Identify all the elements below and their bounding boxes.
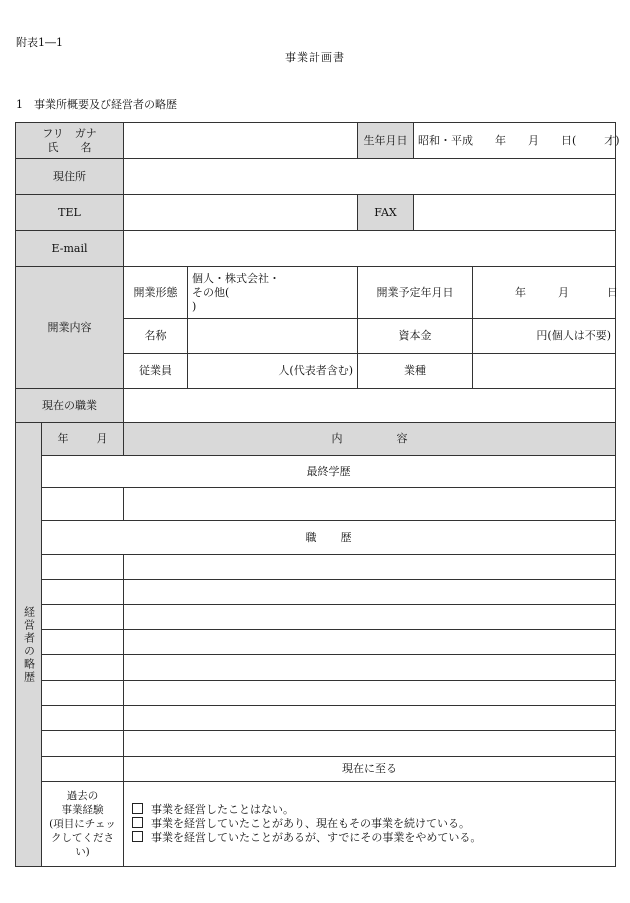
education-heading: 最終学歴 [42,456,616,488]
capital-label: 資本金 [358,319,473,354]
career-date-field[interactable] [42,580,124,605]
day-text: 日( [561,133,577,147]
education-entry-row [16,488,616,521]
history-header-row [16,423,616,456]
name-label: 氏 名 [47,140,92,154]
industry-label: 業種 [358,354,473,389]
history-content-header [124,423,616,456]
name-field[interactable] [124,123,358,159]
business-name-label: 名称 [124,319,188,354]
opening-date-month: 月 [558,285,569,299]
document-title: 事業計画書 [285,51,345,64]
name-row [16,123,616,159]
career-content-field[interactable] [124,681,616,706]
staff-field[interactable] [188,354,358,389]
email-label: E-mail [16,231,124,267]
industry-field[interactable] [473,354,616,389]
business-plan-form [15,122,620,867]
career-date-field[interactable] [42,555,124,580]
section-title: 1 事業所概要及び経営者の略歴 [16,98,177,111]
experience-label-line-1: 過去の [66,790,99,802]
career-entry-row [16,706,616,731]
checkbox-icon[interactable] [132,803,143,814]
opening-form-field[interactable] [188,267,358,319]
career-content-field[interactable] [124,655,616,681]
address-field[interactable] [124,159,616,195]
career-content-field[interactable] [124,605,616,630]
era-text: 昭和・平成 [418,133,473,147]
career-content-field[interactable] [124,555,616,580]
experience-label-line-4: クしてくださ [51,832,114,844]
fax-field[interactable] [414,195,616,231]
fax-label: FAX [358,195,414,231]
address-row [16,159,616,195]
opening-form-row [16,267,616,319]
career-date-field[interactable] [42,630,124,655]
opening-form-option-2: その他( [192,285,230,299]
opening-details-label: 開業内容 [16,267,124,389]
career-content-field[interactable] [124,731,616,757]
career-heading-2: 歴 [340,530,352,544]
capital-field[interactable] [473,319,616,354]
experience-options [124,782,616,867]
career-entry-row [16,580,616,605]
opening-form-label: 開業形態 [124,267,188,319]
career-entry-row [16,681,616,706]
career-heading-1: 職 [305,530,317,544]
occupation-field[interactable] [124,389,616,423]
year-text: 年 [495,133,506,147]
birth-date-label: 生年月日 [358,123,414,159]
birth-date-field[interactable] [414,123,620,159]
education-date-field[interactable] [42,488,124,521]
staff-unit: 人(代表者含む) [278,364,353,377]
opening-date-field[interactable] [473,267,616,319]
present-date-field[interactable] [42,757,124,782]
career-content-field[interactable] [124,706,616,731]
career-date-field[interactable] [42,731,124,757]
career-date-field[interactable] [42,605,124,630]
experience-option-3-text: 事業を経営していたことがあるが、すでにその事業をやめている。 [151,831,482,844]
address-label: 現住所 [16,159,124,195]
career-entry-row [16,731,616,757]
capital-unit: 円(個人は不要) [536,329,611,342]
career-content-field[interactable] [124,580,616,605]
opening-form-option-1: 個人・株式会社・ [192,271,280,285]
month-text: 月 [528,133,539,147]
experience-option-1[interactable] [132,803,611,817]
checkbox-icon[interactable] [132,817,143,828]
career-entry-row [16,630,616,655]
present-row [16,757,616,782]
history-content-header-2: 容 [396,432,408,445]
experience-option-2-text: 事業を経営していたことがあり、現在もその事業を続けている。 [151,817,470,830]
career-date-field[interactable] [42,681,124,706]
opening-date-day: 日 [607,285,618,299]
tel-field[interactable] [124,195,358,231]
name-label-cell [16,123,124,159]
education-heading-row [16,456,616,488]
history-section-label [16,423,42,867]
career-entry-row [16,605,616,630]
career-date-field[interactable] [42,655,124,681]
staff-label: 従業員 [124,354,188,389]
career-content-field[interactable] [124,630,616,655]
experience-option-3[interactable] [132,831,611,845]
present-text: 現在に至る [124,757,616,782]
tel-label: TEL [16,195,124,231]
checkbox-icon[interactable] [132,831,143,842]
experience-label-line-3: (項目にチェッ [49,818,116,830]
education-content-field[interactable] [124,488,616,521]
opening-date-year: 年 [515,285,526,299]
furigana-label: フリ ガナ [42,126,97,140]
experience-option-1-text: 事業を経営したことはない。 [151,803,294,816]
experience-option-2[interactable] [132,817,611,831]
career-heading-row [16,521,616,555]
history-year-header: 年 [57,432,69,445]
experience-label [42,782,124,867]
experience-row [16,782,616,867]
career-entry-row [16,655,616,681]
tel-row [16,195,616,231]
history-content-header-1: 内 [331,432,343,445]
career-entry-row [16,555,616,580]
career-heading [42,521,616,555]
email-field[interactable] [124,231,616,267]
career-date-field[interactable] [42,706,124,731]
opening-form-option-2-close: ) [192,299,197,313]
email-row [16,231,616,267]
occupation-label: 現在の職業 [16,389,124,423]
business-name-field[interactable] [188,319,358,354]
history-month-header: 月 [96,432,108,445]
occupation-row [16,389,616,423]
history-vertical-label: 経営者の略歴 [22,605,36,684]
experience-label-line-2: 事業経験 [61,804,104,816]
opening-date-label: 開業予定年月日 [358,267,473,319]
appendix-number: 附表1―1 [16,36,63,49]
history-year-month-header [42,423,124,456]
experience-label-line-5: い) [75,846,90,858]
age-text: 才) [604,133,620,147]
